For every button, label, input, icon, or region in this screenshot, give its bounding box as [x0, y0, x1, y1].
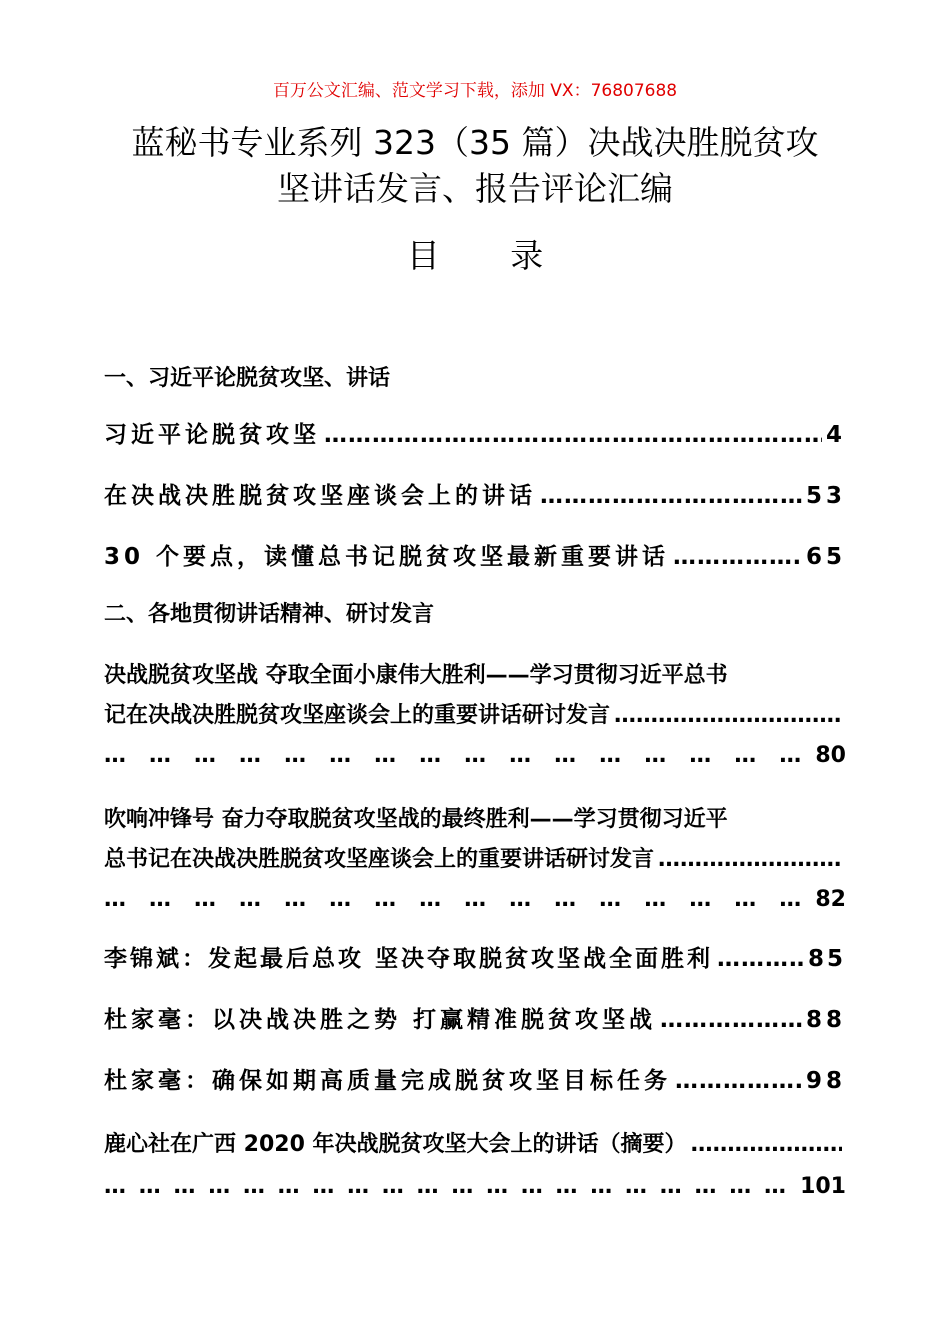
document-title — [90, 120, 860, 212]
entry-page: 88 — [805, 1007, 846, 1033]
entry-title-line-1: 吹响冲锋号 奋力夺取脱贫攻坚战的最终胜利——学习贯彻习近平 — [104, 807, 728, 832]
entry-title: 李锦斌：发起最后总攻 坚决夺取脱贫攻坚战全面胜利 — [104, 946, 714, 972]
entry-title: 杜家毫：以决战决胜之势 打赢精准脱贫攻坚战 — [104, 1007, 657, 1033]
leader-dots: … … … … … … … … … … … … … … … … — [104, 743, 802, 768]
entry-page: 80 — [815, 743, 846, 768]
section-heading-1: 一、习近平论脱贫攻坚、讲话 — [104, 366, 391, 391]
toc-entry[interactable] — [104, 481, 846, 511]
entry-title-line-2: 总书记在决战决胜脱贫攻坚座谈会上的重要讲话研讨发言 — [104, 847, 655, 872]
leader-dots — [614, 696, 842, 736]
entry-title: 习近平论脱贫攻坚 — [104, 422, 320, 448]
entry-page: 85 — [807, 946, 846, 972]
toc-entry[interactable] — [104, 944, 846, 974]
section-heading-2: 二、各地贯彻讲话精神、研讨发言 — [104, 602, 435, 627]
toc-entry[interactable] — [104, 1124, 846, 1208]
entry-title: 在决战决胜脱贫攻坚座谈会上的讲话 — [104, 483, 536, 509]
entry-title: 杜家毫：确保如期高质量完成脱贫攻坚目标任务 — [104, 1068, 671, 1094]
leader-dots — [658, 840, 842, 880]
entry-page: 4 — [825, 422, 846, 448]
toc-entry[interactable] — [104, 1066, 846, 1096]
header-note: 百万公文汇编、范文学习下载，添加 VX：76807688 — [272, 81, 678, 101]
leader-dots — [540, 481, 802, 511]
leader-dots — [660, 1005, 802, 1035]
leader-dots — [673, 542, 802, 572]
entry-title: 30 个要点，读懂总书记脱贫攻坚最新重要讲话 — [104, 544, 670, 570]
table-of-contents — [104, 360, 846, 1208]
leader-dots — [717, 944, 804, 974]
entry-title-line-1: 决战脱贫攻坚战 夺取全面小康伟大胜利——学习贯彻习近平总书 — [104, 663, 728, 688]
leader-dots — [324, 420, 822, 450]
leader-dots: … … … … … … … … … … … … … … … … — [104, 887, 802, 912]
toc-entry[interactable] — [104, 1005, 846, 1035]
entry-page: 101 — [800, 1174, 846, 1199]
leader-dots — [675, 1066, 802, 1096]
toc-entry[interactable] — [104, 800, 846, 920]
entry-page: 98 — [805, 1068, 846, 1094]
leader-dots — [691, 1124, 842, 1166]
title-line-2: 坚讲话发言、报告评论汇编 — [277, 169, 673, 208]
entry-page: 53 — [805, 483, 846, 509]
entry-title-line-1: 鹿心社在广西 2020 年决战脱贫攻坚大会上的讲话（摘要） — [104, 1132, 687, 1157]
toc-entry[interactable] — [104, 420, 846, 450]
title-line-1: 蓝秘书专业系列 323（35 篇）决战决胜脱贫攻 — [131, 123, 819, 162]
leader-dots: … … … … … … … … … … … … … … … … … … … … — [104, 1174, 786, 1199]
toc-heading: 目 录 — [406, 236, 574, 275]
toc-entry[interactable] — [104, 656, 846, 776]
entry-page: 82 — [815, 887, 846, 912]
toc-entry[interactable] — [104, 542, 846, 572]
entry-title-line-2: 记在决战决胜脱贫攻坚座谈会上的重要讲话研讨发言 — [104, 703, 611, 728]
entry-page: 65 — [805, 544, 846, 570]
